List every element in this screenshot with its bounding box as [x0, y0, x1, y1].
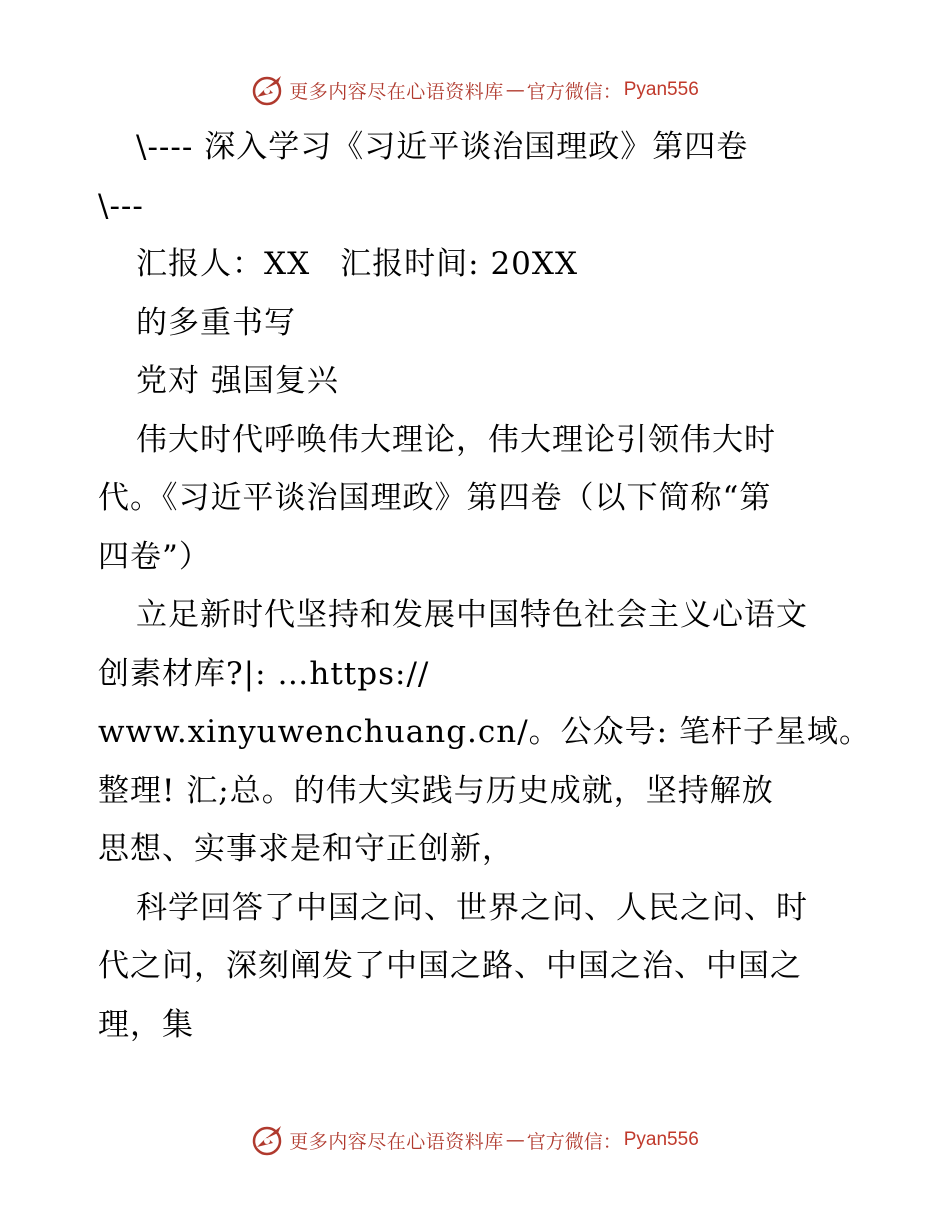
paragraph-2-line-2: 创素材库?|: …https://	[98, 655, 430, 692]
header-watermark-banner	[0, 70, 950, 110]
text-line-3: 的多重书写	[136, 304, 296, 341]
document-body	[98, 118, 871, 1054]
text-line-4: 党对 强国复兴	[136, 363, 339, 399]
banner-wechat-label: 官方微信：	[526, 80, 622, 103]
paragraph-2-line-5: 思想、实事求是和守正创新，	[98, 831, 514, 867]
banner-separator: —	[505, 79, 525, 101]
paragraph-2-line-4: 整理! 汇;总。的伟大实践与历史成就，坚持解放	[98, 772, 774, 809]
banner-wechat-id: Pyan556	[623, 1129, 699, 1150]
document-title-line-1: \---- 深入学习《习近平谈治国理政》第四卷	[136, 129, 749, 165]
paragraph-2-line-3: www.xinyuwenchuang.cn/。公众号: 笔杆子星域。	[98, 714, 871, 750]
paragraph-1-line-3: 四卷”）	[98, 538, 211, 575]
footer-watermark-banner	[0, 1120, 950, 1160]
banner-wechat-id: Pyan556	[623, 79, 699, 100]
banner-text: 更多内容尽在心语资料库	[289, 80, 504, 103]
banner-separator: —	[505, 1129, 525, 1151]
paragraph-1-line-2: 代。《习近平谈治国理政》第四卷（以下简称“第	[98, 480, 772, 516]
banner-wechat-label: 官方微信：	[526, 1130, 622, 1153]
quill-seal-icon	[251, 73, 285, 107]
quill-seal-icon	[251, 1123, 285, 1157]
report-info-line	[98, 235, 858, 294]
paragraph-3-line-3: 理，集	[98, 1006, 194, 1043]
reporter-label: 汇报人：XX	[136, 246, 311, 282]
paragraph-2-line-1: 立足新时代坚持和发展中国特色社会主义心语文	[136, 597, 808, 633]
paragraph-3-line-2: 代之问，深刻阐发了中国之路、中国之治、中国之	[98, 948, 802, 984]
paragraph-3-line-1: 科学回答了中国之问、世界之问、人民之问、时	[136, 889, 808, 926]
banner-text: 更多内容尽在心语资料库	[289, 1130, 504, 1153]
paragraph-1-line-1: 伟大时代呼唤伟大理论，伟大理论引领伟大时	[136, 421, 776, 458]
document-title-line-2: \---	[98, 187, 144, 224]
report-time-label: 汇报时间: 20XX	[340, 246, 579, 282]
